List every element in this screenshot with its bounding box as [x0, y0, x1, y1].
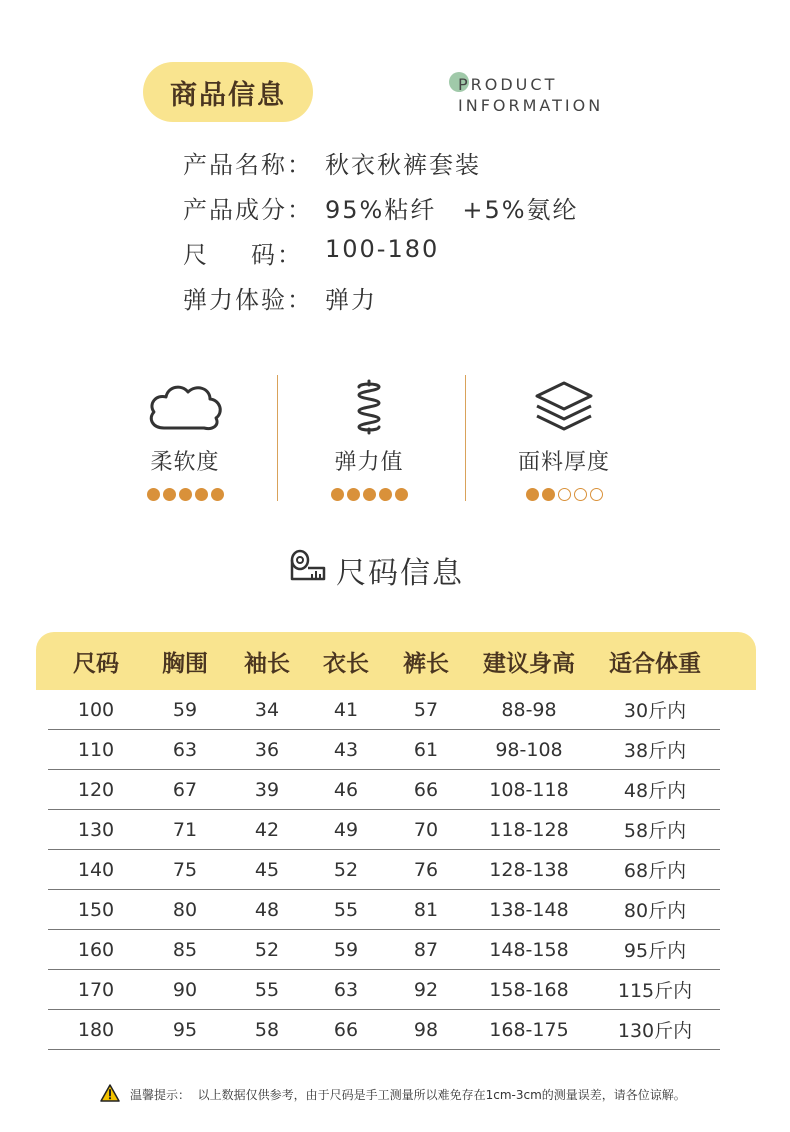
- table-header-cell: 裤长: [403, 650, 449, 677]
- rating-dot-filled: [163, 488, 176, 501]
- table-cell: 95斤内: [623, 940, 687, 962]
- rating-dot-filled: [395, 488, 408, 501]
- table-cell: 63: [333, 978, 359, 1001]
- table-cell: 76: [413, 858, 439, 881]
- table-cell: 138-148: [489, 898, 569, 921]
- footnote-text: 温馨提示： 以上数据仅供参考，由于尺码是手工测量所以难免存在1cm-3cm的测量误差，请各位谅解。: [130, 1088, 686, 1102]
- table-cell: 130斤内: [617, 1020, 693, 1042]
- table-cell: 34: [254, 698, 280, 721]
- feature-elasticity: [299, 377, 439, 501]
- table-cell: 52: [254, 938, 280, 961]
- table-row: [48, 690, 720, 730]
- rating-dot-filled: [542, 488, 555, 501]
- rating-dot-filled: [526, 488, 539, 501]
- table-cell: 80斤内: [623, 900, 687, 922]
- feature-label: 面料厚度: [517, 450, 610, 475]
- info-value: 100-180: [325, 235, 440, 263]
- table-cell: 42: [254, 818, 280, 841]
- table-cell: 100: [77, 698, 115, 721]
- english-title: [458, 74, 603, 116]
- table-cell: 128-138: [489, 858, 569, 881]
- table-row: [48, 890, 720, 930]
- info-value: 弹力: [325, 286, 377, 314]
- table-cell: 140: [77, 858, 115, 881]
- table-cell: 108-118: [489, 778, 569, 801]
- table-row: [48, 850, 720, 890]
- table-cell: 118-128: [489, 818, 569, 841]
- rating-dot-filled: [195, 488, 208, 501]
- table-header: [36, 632, 756, 690]
- feature-thickness: [494, 377, 634, 501]
- table-cell: 71: [172, 818, 198, 841]
- table-row: [48, 970, 720, 1010]
- table-cell: 61: [413, 738, 439, 761]
- table-cell: 75: [172, 858, 198, 881]
- table-cell: 66: [333, 1018, 359, 1041]
- table-cell: 55: [254, 978, 280, 1001]
- rating-dot-filled: [147, 488, 160, 501]
- divider: [465, 375, 466, 501]
- table-cell: 90: [172, 978, 198, 1001]
- table-cell: 55: [333, 898, 359, 921]
- info-value: 秋衣秋裤套装: [325, 151, 481, 179]
- table-header-cell: 建议身高: [483, 650, 575, 677]
- info-label: [183, 235, 303, 270]
- feature-label: 弹力值: [334, 450, 404, 475]
- table-cell: 39: [254, 778, 280, 801]
- table-cell: 150: [77, 898, 115, 921]
- table-cell: 130: [77, 818, 115, 841]
- table-cell: 59: [333, 938, 359, 961]
- footnote: [100, 1084, 686, 1105]
- layers-icon: [494, 377, 634, 437]
- table-cell: 58: [254, 1018, 280, 1041]
- feature-softness: [115, 377, 255, 501]
- table-cell: 48斤内: [623, 780, 687, 802]
- info-row-composition: [183, 190, 579, 225]
- info-label: 产品成分：: [183, 196, 313, 224]
- table-cell: 66: [413, 778, 439, 801]
- table-cell: 115斤内: [617, 980, 693, 1002]
- rating-dot-empty: [574, 488, 587, 501]
- table-cell: 58斤内: [623, 820, 687, 842]
- table-header-cell: 胸围: [162, 650, 208, 677]
- table-row: [48, 930, 720, 970]
- table-cell: 158-168: [489, 978, 569, 1001]
- info-value: 95%粘纤 +5%氨纶: [325, 196, 579, 224]
- table-header-cell: 衣长: [323, 650, 369, 677]
- table-row: [48, 770, 720, 810]
- table-row: [48, 810, 720, 850]
- table-cell: 67: [172, 778, 198, 801]
- table-row: [48, 1010, 720, 1050]
- rating-dot-filled: [347, 488, 360, 501]
- english-title-line2: INFORMATION: [458, 96, 604, 115]
- cloud-icon: [115, 377, 255, 437]
- table-cell: 168-175: [489, 1018, 569, 1041]
- table-cell: 98-108: [495, 738, 563, 761]
- table-cell: 52: [333, 858, 359, 881]
- spring-icon: [299, 377, 439, 437]
- table-cell: 88-98: [501, 698, 557, 721]
- table-cell: 110: [77, 738, 115, 761]
- table-cell: 87: [413, 938, 439, 961]
- rating-dot-empty: [558, 488, 571, 501]
- size-section-title: [290, 548, 464, 592]
- table-cell: 170: [77, 978, 115, 1001]
- table-header-cell: 袖长: [244, 650, 290, 677]
- table-cell: 160: [77, 938, 115, 961]
- table-row: [48, 730, 720, 770]
- rating-dot-filled: [179, 488, 192, 501]
- table-header-cell: 尺码: [73, 650, 119, 677]
- info-label: 产品名称：: [183, 151, 313, 179]
- rating-dot-filled: [331, 488, 344, 501]
- rating-dots: [299, 488, 439, 501]
- table-cell: 49: [333, 818, 359, 841]
- feature-label: 柔软度: [150, 450, 220, 475]
- table-body: [48, 690, 720, 1050]
- table-cell: 70: [413, 818, 439, 841]
- table-cell: 46: [333, 778, 359, 801]
- rating-dot-filled: [363, 488, 376, 501]
- table-cell: 68斤内: [623, 860, 687, 882]
- table-cell: 148-158: [489, 938, 569, 961]
- section-badge: 商品信息: [143, 62, 313, 122]
- table-cell: 41: [333, 698, 359, 721]
- table-cell: 36: [254, 738, 280, 761]
- table-cell: 43: [333, 738, 359, 761]
- rating-dot-filled: [211, 488, 224, 501]
- rating-dots: [115, 488, 255, 501]
- info-row-elasticity: [183, 280, 377, 315]
- table-cell: 120: [77, 778, 115, 801]
- table-cell: 92: [413, 978, 439, 1001]
- info-label: 弹力体验：: [183, 286, 313, 314]
- table-cell: 30斤内: [623, 700, 687, 722]
- rating-dot-filled: [379, 488, 392, 501]
- table-cell: 63: [172, 738, 198, 761]
- info-row-size: [183, 235, 439, 270]
- info-row-name: [183, 145, 481, 180]
- table-cell: 38斤内: [623, 740, 687, 762]
- table-cell: 57: [413, 698, 439, 721]
- table-cell: 98: [413, 1018, 439, 1041]
- tape-measure-icon: [290, 549, 326, 591]
- table-cell: 180: [77, 1018, 115, 1041]
- info-label-b: 码：: [251, 241, 303, 269]
- size-section-label: 尺码信息: [336, 556, 464, 591]
- english-title-line1: PRODUCT: [458, 75, 558, 94]
- divider: [277, 375, 278, 501]
- info-label-a: 尺: [183, 241, 209, 269]
- table-cell: 95: [172, 1018, 198, 1041]
- table-header-cell: 适合体重: [609, 650, 701, 677]
- warning-icon: [100, 1084, 120, 1105]
- table-cell: 80: [172, 898, 198, 921]
- table-cell: 85: [172, 938, 198, 961]
- table-cell: 48: [254, 898, 280, 921]
- table-cell: 81: [413, 898, 439, 921]
- rating-dots: [494, 488, 634, 501]
- table-cell: 59: [172, 698, 198, 721]
- table-cell: 45: [254, 858, 280, 881]
- rating-dot-empty: [590, 488, 603, 501]
